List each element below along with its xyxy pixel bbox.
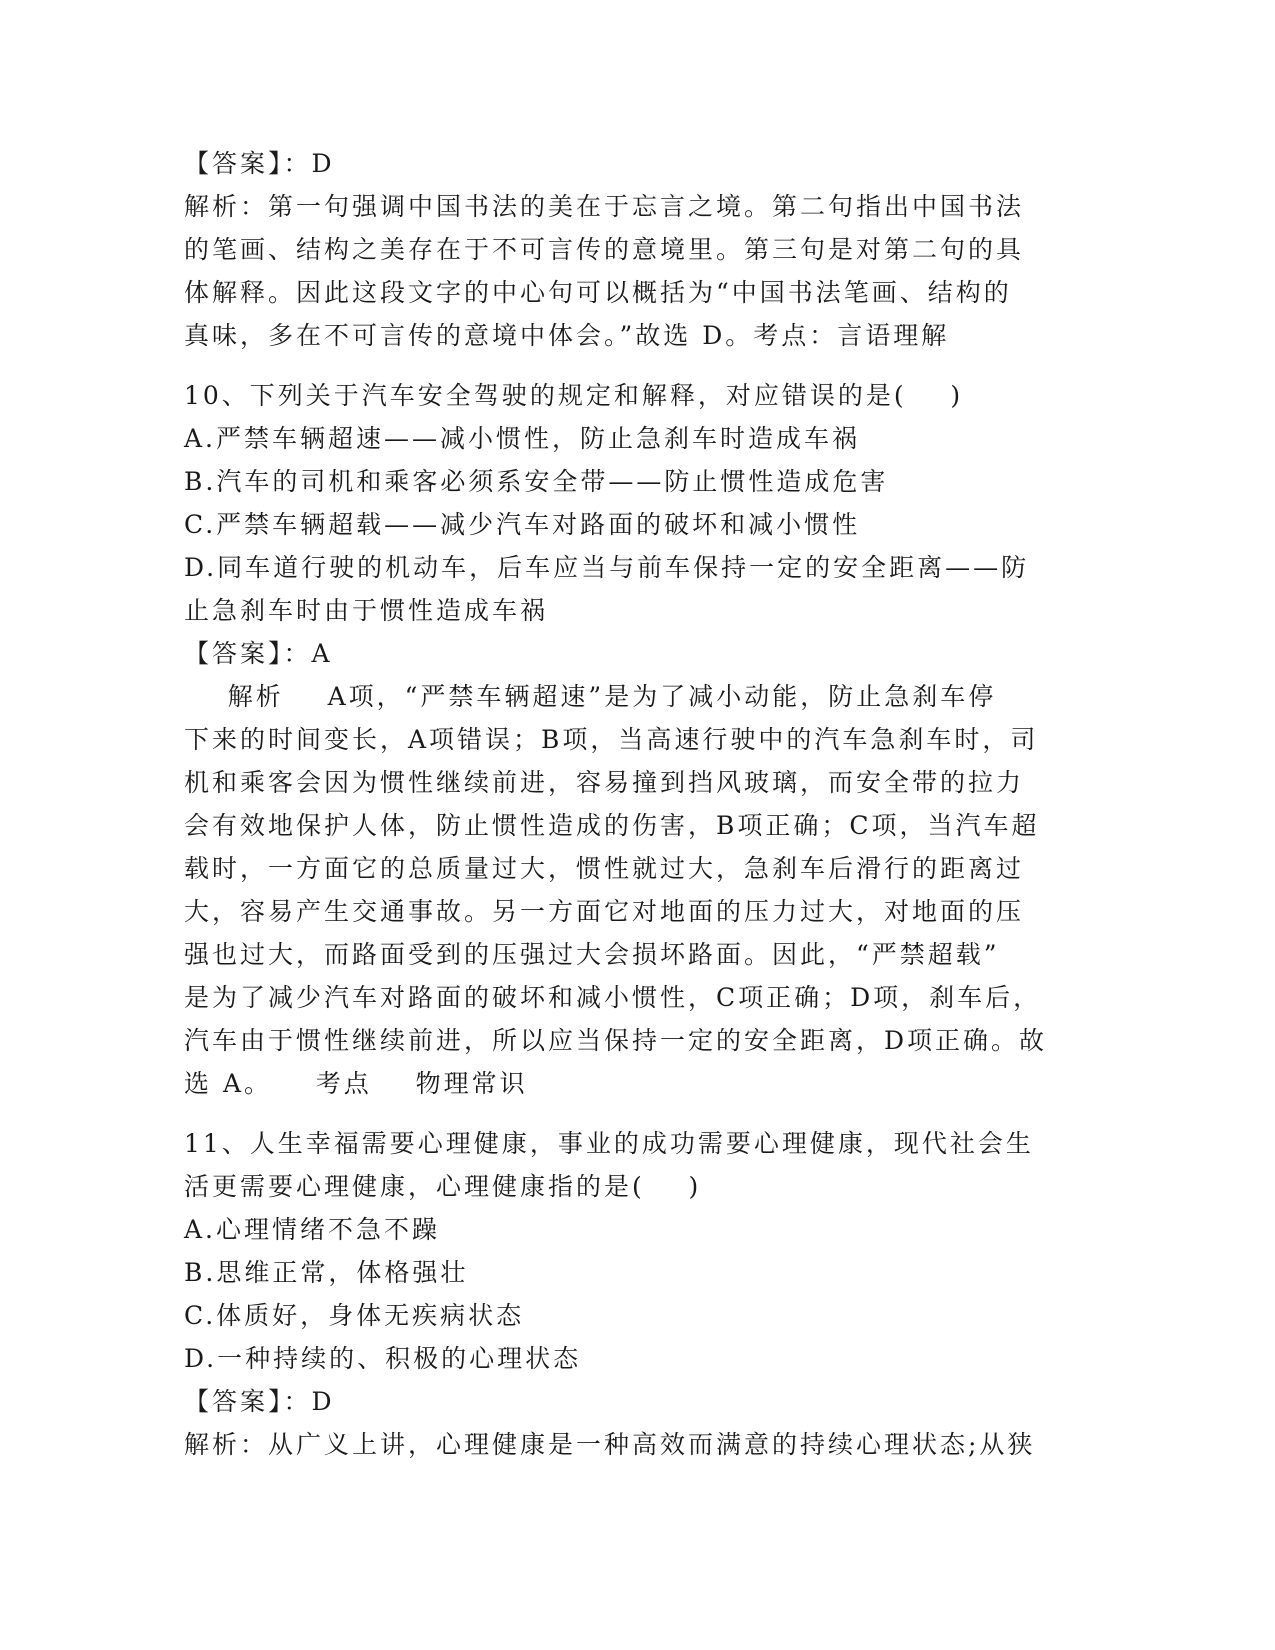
analysis-line: 体解释。因此这段文字的中心句可以概括为“中国书法笔画、结构的 [184,278,1012,307]
question-11-option-b: B.思维正常，体格强壮 [184,1258,469,1287]
analysis-line: 载时，一方面它的总质量过大，惯性就过大，急刹车后滑行的距离过 [184,854,1025,883]
analysis-line: 强也过大，而路面受到的压强过大会损坏路面。因此，“严禁超载” [184,940,1000,969]
question-11-option-c: C.体质好，身体无疾病状态 [184,1301,525,1330]
question-10-stem: 10、下列关于汽车安全驾驶的规定和解释，对应错误的是( ) [184,381,964,410]
analysis-line: 大，容易产生交通事故。另一方面它对地面的压力过大，对地面的压 [184,897,1025,926]
analysis-line: 解析 A项，“严禁车辆超速”是为了减小动能，防止急刹车停 [184,682,997,711]
analysis-line: 汽车由于惯性继续前进，所以应当保持一定的安全距离，D项正确。故 [184,1026,1048,1055]
analysis-line: 是为了减少汽车对路面的破坏和减小惯性，C项正确；D项，刹车后， [184,983,1042,1012]
spacer [184,1105,1084,1122]
spacer [184,357,1084,374]
analysis-line: 真味，多在不可言传的意境中体会。”故选 D。考点：言语理解 [184,321,950,350]
analysis-line: 解析：第一句强调中国书法的美在于忘言之境。第二句指出中国书法 [184,192,1025,221]
question-10-option-b: B.汽车的司机和乘客必须系安全带——防止惯性造成危害 [184,467,889,496]
analysis-line: 的笔画、结构之美存在于不可言传的意境里。第三句是对第二句的具 [184,235,1025,264]
question-10-option-d-cont: 止急刹车时由于惯性造成车祸 [184,596,549,625]
question-10-option-d: D.同车道行驶的机动车，后车应当与前车保持一定的安全距离——防 [184,553,1030,582]
question-10-option-a: A.严禁车辆超速——减小惯性，防止急刹车时造成车祸 [184,424,861,453]
question-10-option-c: C.严禁车辆超载——减少汽车对路面的破坏和减小惯性 [184,510,861,539]
analysis-line: 选 A。 考点 物理常识 [184,1069,528,1098]
analysis-line: 会有效地保护人体，防止惯性造成的伤害，B项正确；C项，当汽车超 [184,811,1040,840]
question-11-option-d: D.一种持续的、积极的心理状态 [184,1344,582,1373]
analysis-line: 机和乘客会因为惯性继续前进，容易撞到挡风玻璃，而安全带的拉力 [184,768,1025,797]
analysis-line: 下来的时间变长，A项错误；B项，当高速行驶中的汽车急刹车时，司 [184,725,1039,754]
question-11-stem: 11、人生幸福需要心理健康，事业的成功需要心理健康，现代社会生 [184,1129,1034,1158]
question-11-option-a: A.心理情绪不急不躁 [184,1215,441,1244]
question-11-stem-cont: 活更需要心理健康，心理健康指的是( ) [184,1172,702,1201]
document-page [184,142,1084,1466]
analysis-line: 解析：从广义上讲，心理健康是一种高效而满意的持续心理状态;从狭 [184,1430,1036,1459]
answer-label: 【答案】：D [184,1387,335,1416]
answer-label: 【答案】：A [184,639,333,668]
answer-label: 【答案】：D [184,149,335,178]
